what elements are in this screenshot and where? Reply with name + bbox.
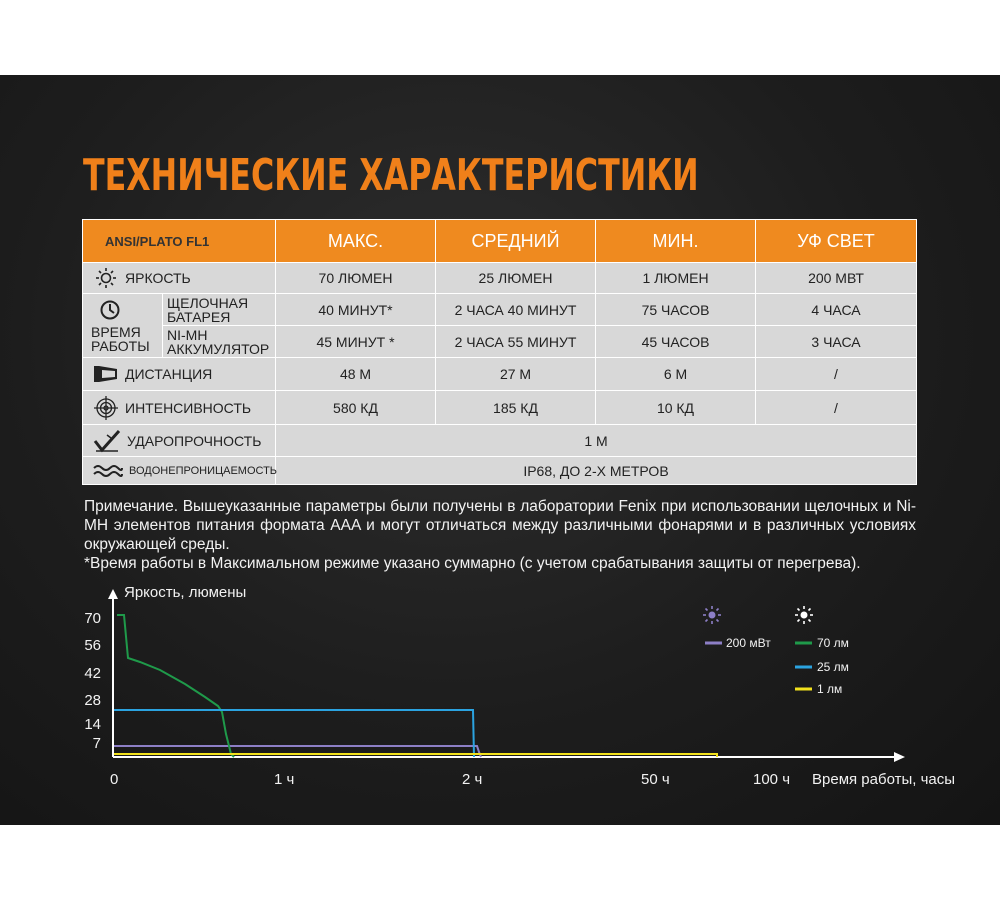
intensity-uv: / [756, 391, 917, 425]
brightness-max: 70 ЛЮМЕН [276, 263, 436, 294]
column-uv: УФ СВЕТ [756, 220, 917, 263]
brightness-medium: 25 ЛЮМЕН [436, 263, 596, 294]
x-tick-1h: 1 ч [274, 771, 295, 788]
legend-label-1lm: 1 лм [817, 682, 843, 696]
nimh-min: 45 ЧАСОВ [596, 326, 756, 358]
chart-legend [703, 606, 849, 696]
y-tick-56: 56 [84, 637, 101, 654]
y-axis-label: Яркость, люмены [124, 584, 247, 601]
distance-medium: 27 М [436, 358, 596, 391]
intensity-label: ИНТЕНСИВНОСТЬ [125, 399, 252, 416]
y-tick-28: 28 [84, 692, 101, 709]
legend-label-25lm: 25 лм [817, 660, 849, 674]
brightness-uv: 200 МВТ [756, 263, 917, 294]
brightness-min: 1 ЛЮМЕН [596, 263, 756, 294]
intensity-max: 580 КД [276, 391, 436, 425]
runtime-footnote: *Время работы в Максимальном режиме указано суммарно (с учетом срабатывания защиты от перегрева). [84, 555, 861, 572]
nimh-label: NI-MH АККУМУЛЯТОР [167, 326, 270, 357]
x-tick-50h: 50 ч [641, 771, 670, 788]
alkaline-label: ЩЕЛОЧНАЯ БАТАРЕЯ [167, 294, 249, 325]
y-tick-70: 70 [84, 610, 101, 627]
x-axis-arrow [894, 752, 905, 762]
nimh-uv: 3 ЧАСА [756, 326, 917, 358]
y-tick-42: 42 [84, 665, 101, 682]
alkaline-max: 40 МИНУТ* [276, 294, 436, 326]
distance-max: 48 М [276, 358, 436, 391]
uv-mode-icon [703, 606, 721, 624]
legend-label-200mw: 200 мВт [726, 636, 771, 650]
intensity-min: 10 КД [596, 391, 756, 425]
series-200mw-line [114, 746, 481, 757]
column-min: МИН. [596, 220, 756, 263]
impact-value: 1 М [276, 425, 917, 457]
nimh-medium: 2 ЧАСА 55 МИНУТ [436, 326, 596, 358]
runtime-label: ВРЕМЯ РАБОТЫ [91, 323, 150, 354]
alkaline-medium: 2 ЧАСА 40 МИНУТ [436, 294, 596, 326]
x-tick-100h: 100 ч [753, 771, 791, 788]
x-tick-0: 0 [110, 771, 119, 788]
waterproof-label: ВОДОНЕПРОНИЦАЕМОСТЬ [129, 464, 278, 477]
legend-label-70lm: 70 лм [817, 636, 849, 650]
x-tick-2h: 2 ч [462, 771, 483, 788]
alkaline-uv: 4 ЧАСА [756, 294, 917, 326]
table-corner-label: ANSI/PLATO FL1 [83, 220, 276, 263]
brightness-label: ЯРКОСТЬ [125, 270, 191, 286]
note-text: Примечание. Вышеуказанные параметры были получены в лаборатории Fenix при использовании щелочных и Ni-MH элементов питания формата AAA и могут отличаться между различными фонарями и в различных условиях окружающей среды. [84, 498, 916, 553]
distance-uv: / [756, 358, 917, 391]
series-70lm-line [117, 615, 234, 757]
waterproof-value: IP68, ДО 2-Х МЕТРОВ [276, 457, 917, 485]
page-title: ТЕХНИЧЕСКИЕ ХАРАКТЕРИСТИКИ [83, 150, 699, 201]
intensity-medium: 185 КД [436, 391, 596, 425]
y-tick-7: 7 [92, 735, 101, 752]
column-max: МАКС. [276, 220, 436, 263]
y-tick-14: 14 [84, 716, 101, 733]
alkaline-min: 75 ЧАСОВ [596, 294, 756, 326]
y-tick-labels [84, 610, 101, 752]
impact-label: УДАРОПРОЧНОСТЬ [127, 432, 262, 449]
x-tick-labels [110, 771, 790, 788]
nimh-max: 45 МИНУТ * [276, 326, 436, 358]
column-medium: СРЕДНИЙ [436, 220, 596, 263]
white-light-icon [795, 606, 813, 624]
y-axis-arrow [108, 589, 118, 599]
series-25lm-line [114, 710, 474, 757]
x-axis-label: Время работы, часы [812, 771, 956, 788]
distance-min: 6 М [596, 358, 756, 391]
distance-label: ДИСТАНЦИЯ [125, 366, 213, 382]
